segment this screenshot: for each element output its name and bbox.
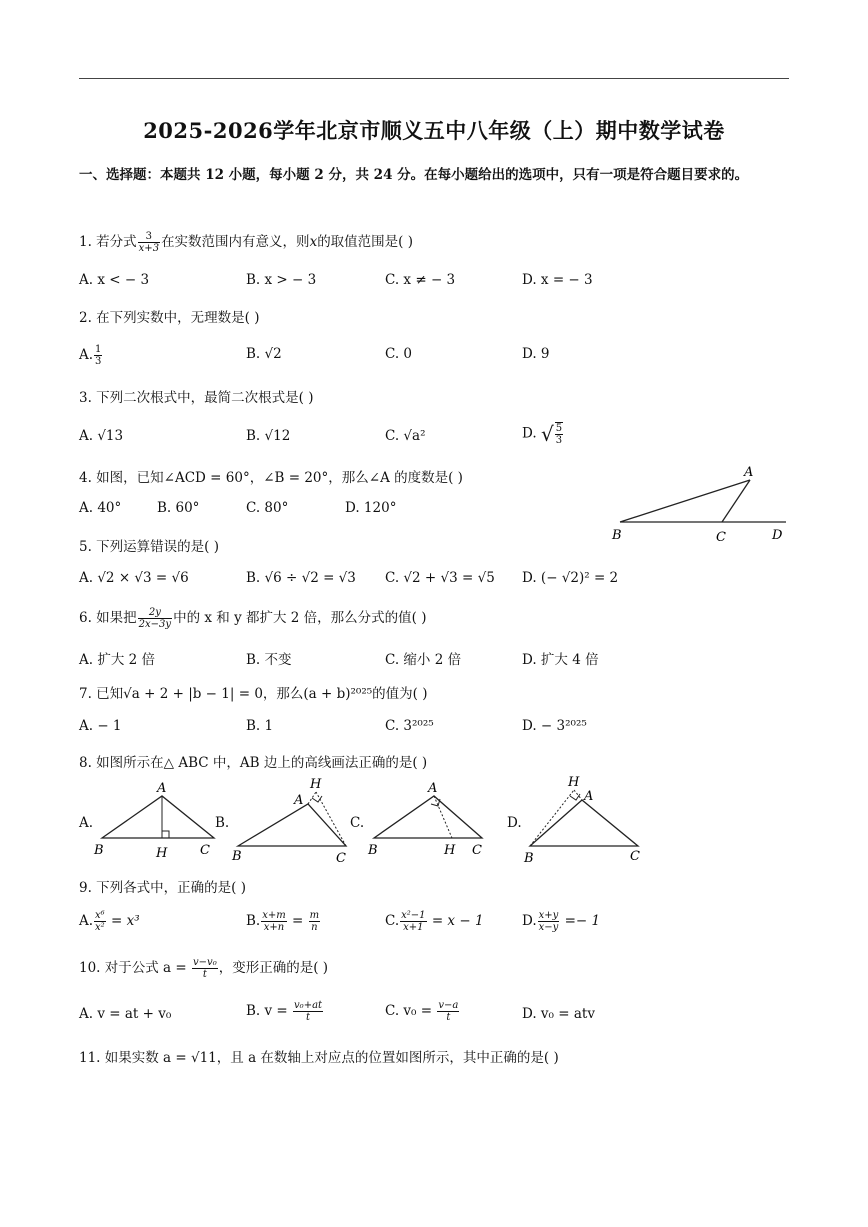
q9-b-fraction <box>261 910 287 933</box>
q9-a-num: x⁶ <box>95 910 105 921</box>
q4-triangle-figure <box>600 460 800 550</box>
q10-c-den: t <box>446 1012 451 1023</box>
q4-option-a[interactable]: A. 40° <box>79 500 122 516</box>
q8d-label-b: B <box>524 851 534 866</box>
q3-d-fraction <box>555 422 563 446</box>
q9-b-rhs-fraction <box>309 910 320 933</box>
q7-option-d[interactable]: D. − 3²⁰²⁵ <box>522 718 587 734</box>
q4-label-c: C <box>716 530 726 545</box>
q4-option-d[interactable]: D. 120° <box>345 500 397 516</box>
q10-option-d[interactable]: D. v₀ = atv <box>522 1006 595 1022</box>
q10-c-num: v−a <box>438 1000 459 1011</box>
q6-option-b[interactable]: B. 不变 <box>246 652 292 668</box>
q9-b-label: B. <box>246 913 261 929</box>
q9-c-label: C. <box>385 913 400 929</box>
question-2: 2. 在下列实数中，无理数是( ) <box>79 310 260 326</box>
q10-b-fraction <box>293 1000 323 1023</box>
q5-option-d[interactable]: D. (− √2)² = 2 <box>522 570 619 586</box>
q1-stem-pre: 1. 若分式 <box>79 234 137 250</box>
q1-fraction <box>138 231 160 254</box>
q9-d-num: x+y <box>538 910 559 921</box>
question-8: 8. 如图所示在△ ABC 中，AB 边上的高线画法正确的是( ) <box>79 755 428 771</box>
q8d-label-c: C <box>630 849 640 864</box>
q1-option-c[interactable]: C. x ≠ − 3 <box>385 272 456 288</box>
question-1 <box>79 230 413 254</box>
question-4: 4. 如图，已知∠ACD = 60°，∠B = 20°，那么∠A 的度数是( ) <box>79 470 463 486</box>
q9-c-rhs: = x − 1 <box>431 913 484 929</box>
header-rule <box>79 78 789 79</box>
q4-label-a: A <box>744 465 754 480</box>
q9-b-den: x+n <box>263 922 285 933</box>
q1-stem-end: 的取值范围是( ) <box>317 234 414 250</box>
q10-c-label: C. v₀ = <box>385 1003 433 1019</box>
q2-a-den: 3 <box>95 356 102 367</box>
q6-option-c[interactable]: C. 缩小 2 倍 <box>385 652 462 668</box>
q10-stem-post: ，变形正确的是( ) <box>218 960 329 976</box>
q6-stem-pre: 6. 如果把 <box>79 610 137 626</box>
q2-option-d[interactable]: D. 9 <box>522 346 550 362</box>
q9-option-a[interactable] <box>79 910 140 933</box>
question-5: 5. 下列运算错误的是( ) <box>79 539 219 555</box>
q6-option-d[interactable]: D. 扩大 4 倍 <box>522 652 599 668</box>
q8-figure-c <box>364 778 494 862</box>
q8-figure-d <box>520 770 650 866</box>
q8-option-d[interactable]: D. <box>507 815 522 831</box>
sqrt-icon: √ <box>540 422 554 446</box>
q8c-label-h: H <box>444 843 456 858</box>
q6-stem-post: 中的 x 和 y 都扩大 2 倍，那么分式的值( ) <box>173 610 427 626</box>
q5-option-c[interactable]: C. √2 + √3 = √5 <box>385 570 495 586</box>
q10-option-c[interactable] <box>385 1000 460 1023</box>
q8-figure-a <box>92 778 222 862</box>
q1-denominator: x+3 <box>138 243 160 254</box>
question-6 <box>79 606 426 630</box>
q2-a-num: 1 <box>95 344 102 355</box>
q8d-label-a: A <box>584 789 594 804</box>
q1-option-b[interactable]: B. x > − 3 <box>246 272 317 288</box>
question-9: 9. 下列各式中，正确的是( ) <box>79 880 246 896</box>
q10-numerator: v−v₀ <box>193 957 217 968</box>
q10-b-num: v₀+at <box>294 1000 323 1011</box>
q3-d-label: D. <box>522 425 537 442</box>
q3-option-c[interactable]: C. √a² <box>385 428 426 444</box>
question-7: 7. 已知√a + 2 + |b − 1| = 0，那么(a + b)²⁰²⁵的值为( ) <box>79 686 428 702</box>
q9-b-rnum: m <box>309 910 320 921</box>
q2-option-c[interactable]: C. 0 <box>385 346 413 362</box>
section-heading: 一、选择题：本题共 12 小题，每小题 2 分，共 24 分。在每小题给出的选项中，只有一项是符合题目要求的。 <box>79 167 749 183</box>
q10-c-fraction <box>437 1000 459 1023</box>
q3-option-d[interactable] <box>522 422 564 446</box>
q6-numerator: 2y <box>138 607 172 619</box>
q6-denominator: 2x−3y <box>138 619 172 630</box>
q4-option-c[interactable]: C. 80° <box>246 500 289 516</box>
q8b-label-h: H <box>310 777 322 792</box>
q9-b-eq: = <box>292 913 304 929</box>
q9-d-den: x−y <box>538 922 559 933</box>
q9-a-den: x² <box>95 922 105 933</box>
q9-option-c[interactable] <box>385 910 484 933</box>
q6-option-a[interactable]: A. 扩大 2 倍 <box>79 652 156 668</box>
q9-d-rhs: =− 1 <box>564 913 601 929</box>
q9-c-den: x+1 <box>403 922 424 933</box>
q10-option-a[interactable]: A. v = at + v₀ <box>79 1006 172 1022</box>
q8b-label-a: A <box>294 793 304 808</box>
q8a-label-h: H <box>156 846 168 861</box>
q9-b-rden: n <box>311 922 318 933</box>
q9-c-num: x²−1 <box>401 910 426 921</box>
q10-denominator: t <box>202 969 207 980</box>
q9-option-d[interactable] <box>522 910 600 933</box>
q10-b-den: t <box>306 1012 311 1023</box>
q8a-label-b: B <box>94 843 104 858</box>
q8-figure-b <box>228 774 358 864</box>
q1-option-d[interactable]: D. x = − 3 <box>522 272 593 288</box>
q8a-label-c: C <box>200 843 210 858</box>
q8c-label-a: A <box>428 781 438 796</box>
q7-option-a[interactable]: A. − 1 <box>79 718 122 734</box>
q2-option-b[interactable]: B. √2 <box>246 346 282 362</box>
q7-option-c[interactable]: C. 3²⁰²⁵ <box>385 718 434 734</box>
q8-option-b[interactable]: B. <box>215 815 230 831</box>
q8d-label-h: H <box>568 775 580 790</box>
q9-b-num: x+m <box>262 910 286 921</box>
q1-numerator: 3 <box>138 231 160 243</box>
q9-a-fraction <box>94 910 106 933</box>
q3-d-den: 3 <box>555 435 563 446</box>
q8c-label-c: C <box>472 843 482 858</box>
q8b-label-b: B <box>232 849 242 864</box>
q10-b-label: B. v = <box>246 1003 288 1019</box>
q8-option-a[interactable]: A. <box>79 815 94 831</box>
q2-option-a[interactable] <box>79 344 103 367</box>
q8-option-c[interactable]: C. <box>350 815 365 831</box>
q9-a-label: A. <box>79 913 94 929</box>
q9-a-rhs: = x³ <box>111 913 140 929</box>
q9-c-fraction <box>400 910 426 933</box>
q3-d-num: 5 <box>555 423 563 434</box>
q9-d-label: D. <box>522 913 537 929</box>
q1-option-a[interactable]: A. x < − 3 <box>79 272 150 288</box>
q10-fraction <box>192 957 218 980</box>
q8a-label-a: A <box>157 781 167 796</box>
q9-d-fraction <box>538 910 560 933</box>
question-3: 3. 下列二次根式中，最简二次根式是( ) <box>79 390 314 406</box>
q8b-label-c: C <box>336 851 346 864</box>
q6-fraction <box>138 607 172 630</box>
q1-stem-post: 在实数范围内有意义，则 <box>161 234 310 250</box>
q5-option-a[interactable]: A. √2 × √3 = √6 <box>79 570 189 586</box>
q4-label-d: D <box>772 528 783 543</box>
q7-option-b[interactable]: B. 1 <box>246 718 274 734</box>
q4-option-b[interactable]: B. 60° <box>157 500 200 516</box>
q8c-label-b: B <box>368 843 378 858</box>
q2-a-fraction <box>94 344 102 367</box>
q9-option-b[interactable] <box>246 910 321 933</box>
q4-label-b: B <box>612 528 622 543</box>
page-title: 2025-2026学年北京市顺义五中八年级（上）期中数学试卷 <box>143 118 725 143</box>
question-10 <box>79 956 328 980</box>
question-11: 11. 如果实数 a = √11，且 a 在数轴上对应点的位置如图所示，其中正确的是( ) <box>79 1050 559 1066</box>
q10-stem-pre: 10. 对于公式 a = <box>79 960 187 976</box>
q5-option-b[interactable]: B. √6 ÷ √2 = √3 <box>246 570 356 586</box>
q3-option-b[interactable]: B. √12 <box>246 428 291 444</box>
q10-option-b[interactable] <box>246 1000 324 1023</box>
q2-a-label: A. <box>79 347 94 363</box>
q3-option-a[interactable]: A. √13 <box>79 428 124 444</box>
q1-variable: x <box>309 234 318 250</box>
